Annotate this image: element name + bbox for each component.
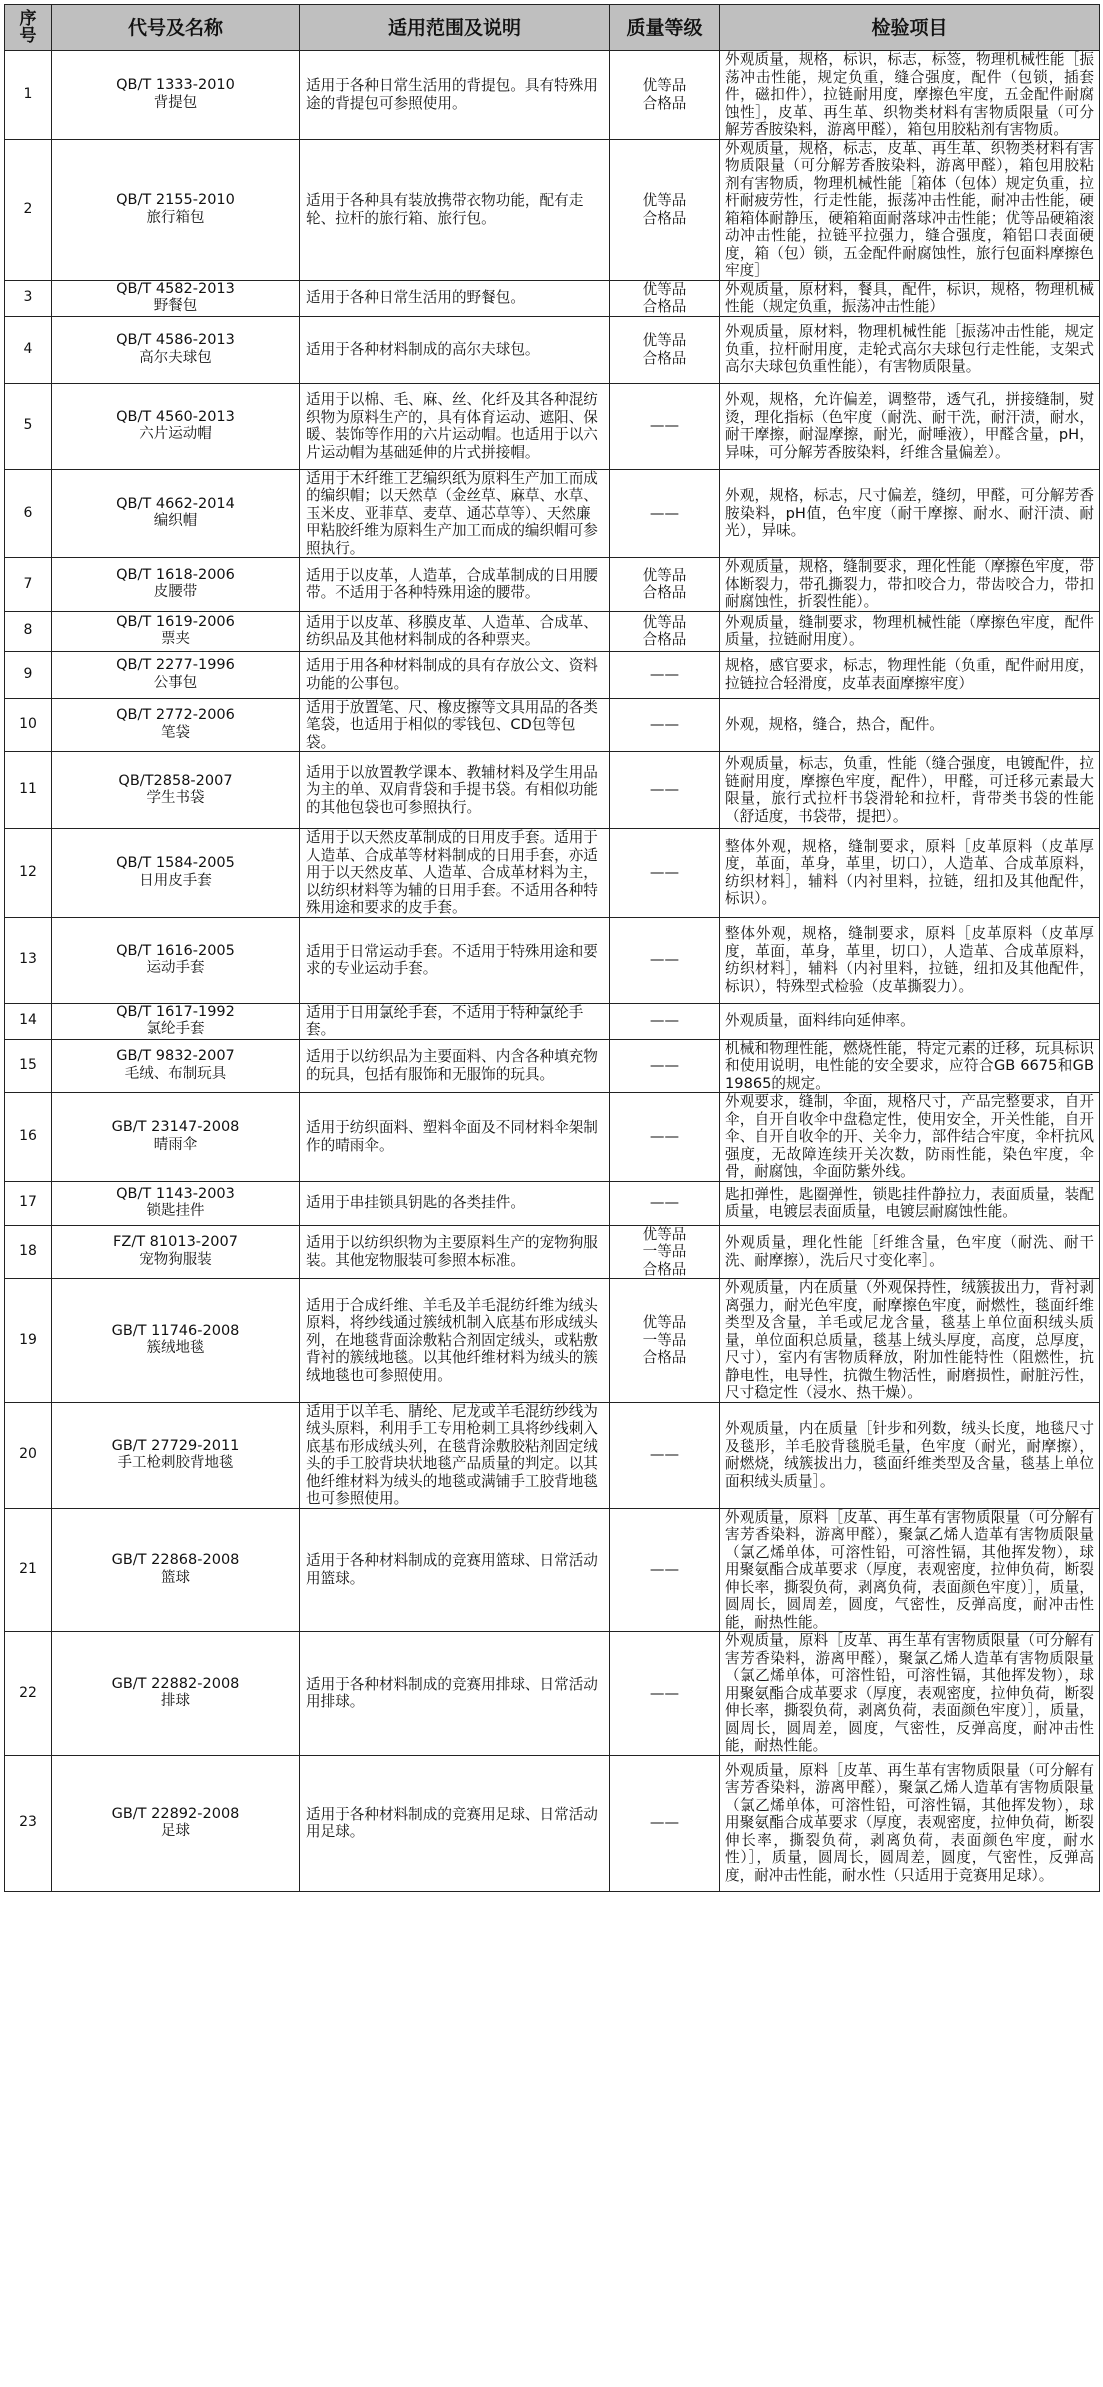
cell-inspection-items: 规格，感官要求，标志，物理性能（负重，配件耐用度，拉链拉合轻滑度，皮革表面摩擦牢度） [720, 651, 1100, 698]
standard-name: 手工枪刺胶背地毯 [117, 1455, 234, 1471]
standard-name: 簇绒地毯 [146, 1340, 205, 1357]
cell-code-name [52, 651, 300, 698]
cell-scope: 适用于日常运动手套。不适用于特殊用途和要求的专业运动手套。 [300, 917, 610, 1003]
cell-grade: —— [610, 1039, 720, 1093]
table-row [5, 1039, 1100, 1093]
cell-inspection-items: 外观，规格，标志，尺寸偏差，缝纫，甲醛，可分解芳香胺染料，pH值，色牢度（耐干摩擦、耐水、耐汗渍、耐光），异味。 [720, 469, 1100, 558]
cell-grade: 优等品 合格品 [610, 51, 720, 140]
cell-grade: 优等品 合格品 [610, 316, 720, 383]
standard-code: GB/T 27729-2011 [111, 1437, 240, 1454]
cell-no: 15 [5, 1039, 52, 1093]
cell-scope: 适用于以纺织织物为主要原料生产的宠物狗服装。其他宠物服装可参照本标准。 [300, 1225, 610, 1279]
standard-name: 旅行箱包 [146, 209, 205, 226]
cell-inspection-items: 外观质量，规格，标识，标志，标签，物理机械性能［振荡冲击性能，规定负重，缝合强度，配件（包锁，插套件，磁扣件），拉链耐用度，摩擦色牢度，五金配件耐腐蚀性］，皮革、再生革、织物类材料有害物质限量（可分解芳香胺染料，游离甲醛），箱包用胶粘剂有害物质。 [720, 51, 1100, 140]
cell-no: 16 [5, 1093, 52, 1182]
standard-code: QB/T 1619-2006 [116, 613, 235, 630]
table-row [5, 1508, 1100, 1632]
cell-scope: 适用于各种具有装放携带衣物功能，配有走轮、拉杆的旅行箱、旅行包。 [300, 139, 610, 280]
cell-scope: 适用于日用氯纶手套，不适用于特种氯纶手套。 [300, 1003, 610, 1039]
cell-no: 10 [5, 698, 52, 752]
cell-inspection-items: 外观质量，原料［皮革、再生革有害物质限量（可分解有害芳香染料，游离甲醛），聚氯乙烯人造革有害物质限量（氯乙烯单体，可溶性铅，可溶性镉，其他挥发物），球用聚氨酯合成革要求（厚度，表观密度，拉伸负荷，断裂伸长率，撕裂负荷，剥离负荷，表面颜色牢度）］，质量，圆周长，圆周差，圆度，气密性，反弹高度，耐冲击性能，耐热性能。 [720, 1632, 1100, 1756]
cell-scope: 适用于用各种材料制成的具有存放公文、资料功能的公事包。 [300, 651, 610, 698]
standard-name: 票夹 [161, 631, 190, 647]
cell-scope: 适用于以棉、毛、麻、丝、化纤及其各种混纺织物为原料生产的，具有体育运动、遮阳、保暖、装饰等作用的六片运动帽。也适用于以六片运动帽为基础延伸的片式拼接帽。 [300, 383, 610, 469]
standard-code: GB/T 9832-2007 [116, 1048, 235, 1065]
cell-grade: —— [610, 917, 720, 1003]
cell-code-name [52, 611, 300, 651]
cell-code-name [52, 1402, 300, 1508]
standard-name: 足球 [161, 1823, 190, 1839]
table-row [5, 316, 1100, 383]
standard-name: 氯纶手套 [146, 1021, 205, 1037]
cell-inspection-items: 外观质量，缝制要求，物理机械性能（摩擦色牢度，配件质量，拉链耐用度）。 [720, 611, 1100, 651]
cell-code-name [52, 383, 300, 469]
cell-grade: 优等品 合格品 [610, 558, 720, 612]
cell-grade: —— [610, 469, 720, 558]
cell-grade: —— [610, 1402, 720, 1508]
cell-scope: 适用于以纺织品为主要面料、内含各种填充物的玩具，包括有服饰和无服饰的玩具。 [300, 1039, 610, 1093]
table-row [5, 917, 1100, 1003]
cell-no: 23 [5, 1755, 52, 1891]
cell-no: 9 [5, 651, 52, 698]
standard-code: GB/T 23147-2008 [111, 1119, 240, 1136]
cell-grade: 优等品 合格品 [610, 611, 720, 651]
cell-no: 13 [5, 917, 52, 1003]
cell-inspection-items: 机械和物理性能，燃烧性能，特定元素的迁移，玩具标识和使用说明，电性能的安全要求，应符合GB 6675和GB 19865的规定。 [720, 1039, 1100, 1093]
standard-code: QB/T 2772-2006 [116, 707, 235, 724]
table-row [5, 1093, 1100, 1182]
standard-name: 野餐包 [153, 298, 198, 314]
cell-no: 20 [5, 1402, 52, 1508]
standard-name: 篮球 [161, 1569, 190, 1586]
cell-inspection-items: 外观质量，原料［皮革、再生革有害物质限量（可分解有害芳香染料，游离甲醛），聚氯乙烯人造革有害物质限量（氯乙烯单体，可溶性铅，可溶性镉，其他挥发物），球用聚氨酯合成革要求（厚度，表观密度，拉伸负荷，断裂伸长率，撕裂负荷，剥离负荷，表面颜色牢度，耐水性）］，质量，圆周长，圆周差，圆度，气密性，反弹高度，耐冲击性能，耐水性（只适用于竞赛用足球）。 [720, 1755, 1100, 1891]
header-no: 序号 [5, 5, 52, 51]
cell-code-name [52, 280, 300, 316]
cell-inspection-items: 外观质量，标志，负重，性能（缝合强度，电镀配件，拉链耐用度，摩擦色牢度，配件），甲醛，可迁移元素最大限量，旅行式拉杆书袋滑轮和拉杆，背带类书袋的性能（舒适度，书袋带，提把）。 [720, 752, 1100, 829]
cell-no: 12 [5, 829, 52, 918]
header-code: 代号及名称 [52, 5, 300, 51]
table-row [5, 1003, 1100, 1039]
cell-no: 2 [5, 139, 52, 280]
cell-inspection-items: 外观质量，理化性能［纤维含量，色牢度（耐洗、耐干洗、耐摩擦），洗后尺寸变化率］。 [720, 1225, 1100, 1279]
cell-grade: —— [610, 1003, 720, 1039]
cell-scope: 适用于以天然皮革制成的日用皮手套。适用于人造革、合成革等材料制成的日用手套，亦适用于以天然皮革、人造革、合成革材料为主，以纺织材料等为辅的日用手套。不适用各种特殊用途和要求的皮手套。 [300, 829, 610, 918]
table-row [5, 383, 1100, 469]
standard-code: QB/T 4582-2013 [116, 280, 235, 297]
cell-code-name [52, 1225, 300, 1279]
table-row [5, 51, 1100, 140]
cell-scope: 适用于各种材料制成的竞赛用足球、日常活动用足球。 [300, 1755, 610, 1891]
cell-inspection-items: 外观要求，缝制，伞面，规格尺寸，产品完整要求，自开伞，自开自收伞中盘稳定性，使用安全，开关性能，自开伞、自开自收伞的开、关伞力，部件结合牢度，伞杆抗风强度，无故障连续开关次数，防雨性能，染色牢度，伞骨，耐腐蚀，伞面防紫外线。 [720, 1093, 1100, 1182]
cell-no: 1 [5, 51, 52, 140]
cell-grade: —— [610, 829, 720, 918]
cell-scope: 适用于以皮革，人造革，合成革制成的日用腰带。不适用于各种特殊用途的腰带。 [300, 558, 610, 612]
cell-grade: —— [610, 651, 720, 698]
cell-grade: —— [610, 1181, 720, 1225]
standard-name: 六片运动帽 [139, 426, 212, 442]
cell-no: 11 [5, 752, 52, 829]
cell-inspection-items: 外观，规格，允许偏差，调整带，透气孔，拼接缝制，熨烫，理化指标（色牢度（耐洗、耐干洗，耐汗渍，耐水，耐干摩擦，耐湿摩擦，耐光，耐唾液），甲醛含量，pH，异味，可分解芳香胺染料，纤维含量偏差）。 [720, 383, 1100, 469]
header-row [5, 5, 1100, 51]
cell-inspection-items: 外观质量，面料纬向延伸率。 [720, 1003, 1100, 1039]
cell-grade: 优等品 合格品 [610, 280, 720, 316]
standard-name: 日用皮手套 [139, 872, 212, 889]
table-row [5, 1632, 1100, 1756]
cell-scope: 适用于各种材料制成的竞赛用篮球、日常活动用篮球。 [300, 1508, 610, 1632]
standard-code: QB/T 1143-2003 [116, 1185, 235, 1202]
standard-code: QB/T 2277-1996 [116, 657, 235, 673]
cell-inspection-items: 匙扣弹性，匙圈弹性，锁匙挂件静拉力，表面质量，装配质量，电镀层表面质量，电镀层耐腐蚀性能。 [720, 1181, 1100, 1225]
cell-no: 6 [5, 469, 52, 558]
cell-inspection-items: 外观质量，原料［皮革、再生革有害物质限量（可分解有害芳香染料，游离甲醛），聚氯乙烯人造革有害物质限量（氯乙烯单体，可溶性铅，可溶性镉，其他挥发物），球用聚氨酯合成革要求（厚度，表观密度，拉伸负荷，断裂伸长率，撕裂负荷，剥离负荷，表面颜色牢度）］，质量，圆周长，圆周差，圆度，气密性，反弹高度，耐冲击性能，耐热性能。 [720, 1508, 1100, 1632]
cell-code-name [52, 1755, 300, 1891]
table-row [5, 752, 1100, 829]
standard-code: QB/T 2155-2010 [116, 192, 235, 208]
table-row [5, 611, 1100, 651]
cell-code-name [52, 917, 300, 1003]
table-row [5, 698, 1100, 752]
standard-code: QB/T 4586-2013 [116, 332, 235, 348]
cell-scope: 适用于合成纤维、羊毛及羊毛混纺纤维为绒头原料，将纱线通过簇绒机制入底基布形成绒头列，在地毯背面涂敷粘合剂固定绒头，或粘敷背衬的簇绒地毯。以其他纤维材料为绒头的簇绒地毯也可参照使用。 [300, 1279, 610, 1403]
cell-no: 14 [5, 1003, 52, 1039]
cell-code-name [52, 752, 300, 829]
table-row [5, 1225, 1100, 1279]
table-row [5, 829, 1100, 918]
cell-code-name [52, 51, 300, 140]
standard-code: GB/T 22882-2008 [111, 1675, 240, 1692]
cell-scope: 适用于以皮革、移膜皮革、人造革、合成革、纺织品及其他材料制成的各种票夹。 [300, 611, 610, 651]
standard-name: 运动手套 [146, 960, 205, 976]
cell-code-name [52, 139, 300, 280]
cell-code-name [52, 1039, 300, 1093]
cell-grade: —— [610, 1093, 720, 1182]
standard-code: GB/T 22892-2008 [111, 1805, 240, 1822]
standard-code: QB/T 4560-2013 [116, 408, 235, 425]
standard-name: 宠物狗服装 [139, 1251, 212, 1268]
table-row [5, 139, 1100, 280]
cell-code-name [52, 1181, 300, 1225]
standard-code: GB/T 22868-2008 [111, 1552, 240, 1569]
cell-grade: 优等品 合格品 [610, 139, 720, 280]
standard-name: 笔袋 [161, 724, 190, 741]
cell-inspection-items: 外观质量，内在质量（外观保持性，绒簇拔出力，背衬剥离强力，耐光色牢度，耐摩擦色牢度，耐燃性，毯面纤维类型及含量，羊毛或尼龙含量，毯基上单位面积绒头质量，单位面积总质量，毯基上绒头厚度，高度，总厚度，尺寸），室内有害物质释放，附加性能特性（阻燃性，抗静电性，电导性，抗微生物活性，耐磨损性，耐脏污性，尺寸稳定性（浸水、热干燥）。 [720, 1279, 1100, 1403]
cell-scope: 适用于木纤维工艺编织纸为原料生产加工而成的编织帽；以天然草（金丝草、麻草、水草、玉米皮、亚菲草、麦草、通芯草等）、天然廉甲粘胶纤维为原料生产加工而成的编织帽可参照执行。 [300, 469, 610, 558]
cell-grade: —— [610, 1632, 720, 1756]
cell-scope: 适用于各种材料制成的竞赛用排球、日常活动用排球。 [300, 1632, 610, 1756]
header-items: 检验项目 [720, 5, 1100, 51]
table-row [5, 558, 1100, 612]
standard-name: 编织帽 [153, 513, 198, 530]
standard-code: QB/T 1584-2005 [116, 855, 235, 872]
cell-inspection-items: 外观质量，内在质量［针步和列数，绒头长度，地毯尺寸及毯形，羊毛胶背毯脱毛量，色牢度（耐光，耐摩擦），耐燃烧，绒簇拔出力，毯面纤维类型及含量，毯基上单位面积绒头质量］。 [720, 1402, 1100, 1508]
standard-name: 皮腰带 [153, 584, 198, 601]
cell-no: 8 [5, 611, 52, 651]
cell-scope: 适用于串挂锁具钥匙的各类挂件。 [300, 1181, 610, 1225]
cell-inspection-items: 外观质量，原材料，餐具，配件，标识，规格，物理机械性能（规定负重，振荡冲击性能） [720, 280, 1100, 316]
standard-code: GB/T 11746-2008 [111, 1322, 240, 1339]
cell-code-name [52, 469, 300, 558]
cell-scope: 适用于以放置教学课本、教辅材料及学生用品为主的单、双肩背袋和手提书袋。有相似功能的其他包袋也可参照执行。 [300, 752, 610, 829]
standard-code: QB/T 4662-2014 [116, 495, 235, 512]
cell-scope: 适用于放置笔、尺、橡皮擦等文具用品的各类笔袋，也适用于相似的零钱包、CD包等包袋。 [300, 698, 610, 752]
standard-name: 晴雨伞 [153, 1136, 198, 1153]
standard-code: QB/T 1333-2010 [116, 77, 235, 94]
cell-inspection-items: 外观质量，规格，标志，皮革、再生革、织物类材料有害物质限量（可分解芳香胺染料，游离甲醛），箱包用胶粘剂有害物质，物理机械性能［箱体（包体）规定负重，拉杆耐疲劳性，行走性能，振荡冲击性能，耐冲击性能，硬箱箱体耐静压，硬箱箱面耐落球冲击性能；优等品硬箱滚动冲击性能，拉链平拉强力，缝合强度，箱铝口表面硬度，箱（包）锁，五金配件耐腐蚀性，旅行包面料摩擦色牢度］ [720, 139, 1100, 280]
cell-no: 4 [5, 316, 52, 383]
header-grade: 质量等级 [610, 5, 720, 51]
standard-code: QB/T 1616-2005 [116, 942, 235, 959]
cell-grade: —— [610, 1755, 720, 1891]
cell-scope: 适用于各种日常生活用的背提包。具有特殊用途的背提包可参照使用。 [300, 51, 610, 140]
cell-no: 17 [5, 1181, 52, 1225]
cell-no: 19 [5, 1279, 52, 1403]
cell-inspection-items: 外观质量，原材料，物理机械性能［振荡冲击性能，规定负重，拉杆耐用度，走轮式高尔夫球包行走性能，支架式高尔夫球包负重性能），有害物质限量。 [720, 316, 1100, 383]
standard-name: 排球 [161, 1693, 190, 1710]
header-scope: 适用范围及说明 [300, 5, 610, 51]
table-row [5, 651, 1100, 698]
standards-table [4, 4, 1100, 1892]
standard-name: 学生书袋 [146, 790, 205, 806]
standard-code: QB/T 1617-1992 [116, 1003, 235, 1020]
cell-inspection-items: 整体外观，规格，缝制要求，原料［皮革原料（皮革厚度，革面，革身，革里，切口），人造革、合成革原料，纺织材料］，辅料（内衬里料，拉链，纽扣及其他配件，标识），特殊型式检验（皮革撕裂力）。 [720, 917, 1100, 1003]
cell-scope: 适用于以羊毛、腈纶、尼龙或羊毛混纺纱线为绒头原料，利用手工专用枪刺工具将纱线刺入底基布形成绒头列，在毯背涂敷胶粘剂固定绒头的手工胶背块状地毯产品质量的判定。以其他纤维材料为绒头的地毯或满铺手工胶背地毯也可参照使用。 [300, 1402, 610, 1508]
table-row [5, 1181, 1100, 1225]
cell-no: 22 [5, 1632, 52, 1756]
cell-code-name [52, 1003, 300, 1039]
cell-inspection-items: 整体外观，规格，缝制要求，原料［皮革原料（皮革厚度，革面，革身，革里，切口），人造革、合成革原料，纺织材料］，辅料（内衬里料，拉链，纽扣及其他配件，标识）。 [720, 829, 1100, 918]
standard-name: 背提包 [153, 94, 198, 111]
table-row [5, 280, 1100, 316]
cell-code-name [52, 1279, 300, 1403]
cell-inspection-items: 外观，规格，缝合，热合，配件。 [720, 698, 1100, 752]
cell-no: 18 [5, 1225, 52, 1279]
standard-name: 公事包 [153, 674, 198, 691]
cell-grade: —— [610, 383, 720, 469]
cell-scope: 适用于各种材料制成的高尔夫球包。 [300, 316, 610, 383]
cell-no: 5 [5, 383, 52, 469]
standard-name: 毛绒、布制玩具 [124, 1065, 227, 1082]
cell-code-name [52, 1632, 300, 1756]
table-row [5, 1402, 1100, 1508]
cell-code-name [52, 829, 300, 918]
cell-grade: —— [610, 752, 720, 829]
cell-inspection-items: 外观质量，规格，缝制要求，理化性能（摩擦色牢度，带体断裂力，带孔撕裂力，带扣咬合力，带齿咬合力，带扣耐腐蚀性，折裂性能）。 [720, 558, 1100, 612]
cell-no: 21 [5, 1508, 52, 1632]
cell-no: 3 [5, 280, 52, 316]
cell-code-name [52, 1508, 300, 1632]
table-row [5, 1279, 1100, 1403]
cell-grade: —— [610, 1508, 720, 1632]
standards-table-sheet [4, 4, 1099, 1892]
table-row [5, 1755, 1100, 1891]
standard-name: 高尔夫球包 [139, 349, 212, 366]
cell-scope: 适用于纺织面料、塑料伞面及不同材料伞架制作的晴雨伞。 [300, 1093, 610, 1182]
standard-code: FZ/T 81013-2007 [113, 1234, 238, 1251]
table-row [5, 469, 1100, 558]
cell-code-name [52, 698, 300, 752]
standard-code: QB/T 1618-2006 [116, 566, 235, 583]
cell-no: 7 [5, 558, 52, 612]
standard-code: QB/T2858-2007 [118, 772, 233, 789]
cell-grade: 优等品 一等品 合格品 [610, 1225, 720, 1279]
cell-code-name [52, 316, 300, 383]
standard-name: 锁匙挂件 [146, 1203, 205, 1219]
cell-grade: 优等品 一等品 合格品 [610, 1279, 720, 1403]
cell-code-name [52, 1093, 300, 1182]
cell-scope: 适用于各种日常生活用的野餐包。 [300, 280, 610, 316]
table-body [5, 51, 1100, 1892]
cell-code-name [52, 558, 300, 612]
cell-grade: —— [610, 698, 720, 752]
